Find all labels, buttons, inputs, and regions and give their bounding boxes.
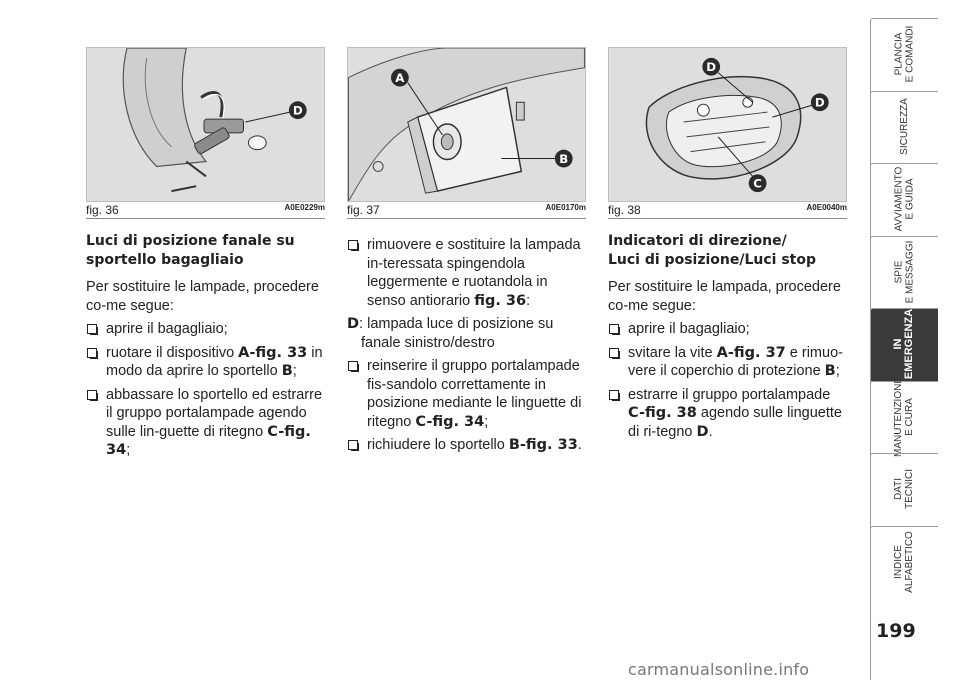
- section-heading: Luci di posizione fanale su sportello bagagliaio: [86, 233, 295, 268]
- callout-d: D: [292, 103, 303, 118]
- watermark: carmanualsonline.info: [628, 660, 810, 679]
- figure-code: A0E0170m: [545, 203, 586, 212]
- figure-36-image: [86, 47, 325, 202]
- callout-d-right: D: [814, 95, 825, 110]
- column-3: [608, 232, 847, 446]
- intro-text: Per sostituire le lampade, procedere co-me segue:: [86, 279, 319, 314]
- figure-code: A0E0229m: [284, 203, 325, 212]
- tab-divider: [870, 20, 871, 680]
- list-item: rimuovere e sostituire la lampada in-teressata spingendola leggermente e ruotandola in senso antiorario fig. 36:: [347, 236, 586, 310]
- column-2: [347, 236, 586, 460]
- figure-label: fig. 38: [608, 203, 641, 217]
- list-item: richiudere lo sportello B-fig. 33.: [347, 436, 586, 455]
- figure-38-caption: [608, 203, 847, 219]
- list-item: svitare la vite A-fig. 37 e rimuo-vere il coperchio di protezione B;: [608, 344, 847, 381]
- figure-36-caption: [86, 203, 325, 219]
- intro-text: Per sostituire le lampada, procedere co-me segue:: [608, 279, 841, 314]
- list-item: estrarre il gruppo portalampade C-fig. 38 agendo sulle linguette di ri-tegno D.: [608, 386, 847, 442]
- list-item: ruotare il dispositivo A-fig. 33 in modo da aprire lo sportello B;: [86, 344, 325, 381]
- callout-c: C: [753, 176, 762, 191]
- tab-avviamento-e-guida[interactable]: AVVIAMENTO E GUIDA: [870, 163, 938, 236]
- callout-b: B: [559, 151, 569, 166]
- figure-label: fig. 36: [86, 203, 119, 217]
- list-item: reinserire il gruppo portalampade fis-sandolo correttamente in posizione mediante le linguette di ritegno C-fig. 34;: [347, 357, 586, 431]
- legend-note: D: lampada luce di posizione su fanale sinistro/destro: [347, 316, 554, 351]
- figure-code: A0E0040m: [806, 203, 847, 212]
- chapter-tabs: [870, 18, 938, 598]
- list-item: aprire il bagagliaio;: [86, 320, 325, 339]
- figure-37-image: [347, 47, 586, 202]
- tab-spie-e-messaggi[interactable]: SPIE E MESSAGGI: [870, 236, 938, 309]
- tab-dati-tecnici[interactable]: DATI TECNICI: [870, 453, 938, 526]
- figure-38-image: [608, 47, 847, 202]
- page-number: 199: [876, 620, 916, 642]
- section-heading: Indicatori di direzione/ Luci di posizione/Luci stop: [608, 233, 816, 268]
- figure-label: fig. 37: [347, 203, 380, 217]
- callout-d-top: D: [706, 60, 717, 75]
- tab-in-emergenza[interactable]: IN EMERGENZA: [870, 308, 938, 381]
- figure-37-caption: [347, 203, 586, 219]
- tab-indice-alfabetico[interactable]: INDICE ALFABETICO: [870, 526, 938, 599]
- tab-manutenzione-e-cura[interactable]: MANUTENZIONE E CURA: [870, 381, 938, 454]
- column-1: [86, 232, 325, 465]
- list-item: abbassare lo sportello ed estrarre il gruppo portalampade agendo sulle lin-guette di ritegno C-fig. 34;: [86, 386, 325, 460]
- callout-a: A: [395, 71, 405, 86]
- list-item: aprire il bagagliaio;: [608, 320, 847, 339]
- tab-plancia-e-comandi[interactable]: PLANCIA E COMANDI: [870, 18, 938, 91]
- tab-sicurezza[interactable]: SICUREZZA: [870, 91, 938, 164]
